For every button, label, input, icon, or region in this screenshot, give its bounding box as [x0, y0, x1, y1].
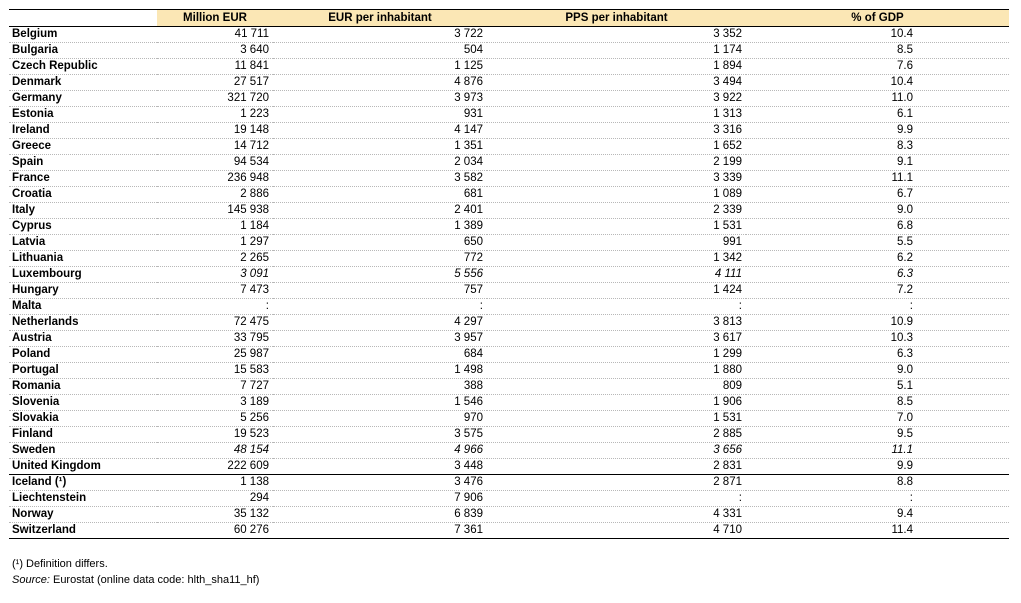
cell-pps-per-inhabitant: 1 531	[487, 219, 746, 235]
table-row	[9, 43, 1009, 59]
table-row	[9, 315, 1009, 331]
cell-eur-per-inhabitant: 681	[273, 187, 487, 203]
cell-pct-gdp: 9.5	[746, 427, 1009, 443]
header-million-eur: Million EUR	[157, 10, 273, 27]
cell-million-eur: 48 154	[157, 443, 273, 459]
table-row	[9, 475, 1009, 491]
cell-million-eur: 294	[157, 491, 273, 507]
cell-eur-per-inhabitant: 3 575	[273, 427, 487, 443]
cell-pps-per-inhabitant: 1 894	[487, 59, 746, 75]
cell-country: United Kingdom	[9, 459, 157, 475]
cell-country: Finland	[9, 427, 157, 443]
cell-country: Cyprus	[9, 219, 157, 235]
table-row	[9, 427, 1009, 443]
cell-pct-gdp: 6.8	[746, 219, 1009, 235]
table-row	[9, 235, 1009, 251]
cell-million-eur: 1 184	[157, 219, 273, 235]
cell-eur-per-inhabitant: 1 125	[273, 59, 487, 75]
source-label: Source:	[12, 574, 50, 586]
footnotes	[12, 556, 259, 588]
cell-pps-per-inhabitant: 991	[487, 235, 746, 251]
cell-million-eur: 1 223	[157, 107, 273, 123]
cell-pct-gdp: 10.9	[746, 315, 1009, 331]
cell-pct-gdp: 9.9	[746, 459, 1009, 475]
cell-pct-gdp: 7.6	[746, 59, 1009, 75]
cell-eur-per-inhabitant: 1 498	[273, 363, 487, 379]
cell-country: Liechtenstein	[9, 491, 157, 507]
table-body	[9, 27, 1009, 539]
table-row	[9, 155, 1009, 171]
table-row	[9, 171, 1009, 187]
cell-pct-gdp: 6.7	[746, 187, 1009, 203]
cell-eur-per-inhabitant: 3 722	[273, 27, 487, 43]
cell-pps-per-inhabitant: 4 331	[487, 507, 746, 523]
cell-million-eur: 1 138	[157, 475, 273, 491]
cell-million-eur: 5 256	[157, 411, 273, 427]
table-row	[9, 75, 1009, 91]
cell-pct-gdp: 7.2	[746, 283, 1009, 299]
cell-country: Denmark	[9, 75, 157, 91]
header-country	[9, 10, 157, 27]
source-note	[12, 572, 259, 588]
cell-million-eur: 19 148	[157, 123, 273, 139]
table-row	[9, 139, 1009, 155]
cell-million-eur: 41 711	[157, 27, 273, 43]
cell-pps-per-inhabitant: 1 652	[487, 139, 746, 155]
cell-country: Ireland	[9, 123, 157, 139]
cell-pct-gdp: 6.2	[746, 251, 1009, 267]
cell-million-eur: 236 948	[157, 171, 273, 187]
cell-eur-per-inhabitant: 4 297	[273, 315, 487, 331]
cell-eur-per-inhabitant: :	[273, 299, 487, 315]
cell-million-eur: 60 276	[157, 523, 273, 539]
cell-country: Portugal	[9, 363, 157, 379]
table-row	[9, 459, 1009, 475]
cell-pct-gdp: 9.9	[746, 123, 1009, 139]
cell-million-eur: 25 987	[157, 347, 273, 363]
cell-eur-per-inhabitant: 4 147	[273, 123, 487, 139]
cell-pps-per-inhabitant: 1 174	[487, 43, 746, 59]
cell-eur-per-inhabitant: 3 476	[273, 475, 487, 491]
cell-pct-gdp: 11.0	[746, 91, 1009, 107]
cell-pct-gdp: 6.1	[746, 107, 1009, 123]
cell-million-eur: 7 473	[157, 283, 273, 299]
cell-country: Croatia	[9, 187, 157, 203]
table-row	[9, 59, 1009, 75]
cell-country: Czech Republic	[9, 59, 157, 75]
table-row	[9, 27, 1009, 43]
cell-pps-per-inhabitant: 3 339	[487, 171, 746, 187]
cell-country: Lithuania	[9, 251, 157, 267]
cell-country: Italy	[9, 203, 157, 219]
cell-pps-per-inhabitant: 1 531	[487, 411, 746, 427]
cell-pct-gdp: 8.5	[746, 43, 1009, 59]
cell-pps-per-inhabitant: 1 906	[487, 395, 746, 411]
cell-pps-per-inhabitant: 4 710	[487, 523, 746, 539]
cell-pps-per-inhabitant: 1 299	[487, 347, 746, 363]
cell-eur-per-inhabitant: 1 389	[273, 219, 487, 235]
cell-pct-gdp: 8.5	[746, 395, 1009, 411]
cell-million-eur: 33 795	[157, 331, 273, 347]
cell-pct-gdp: 8.8	[746, 475, 1009, 491]
cell-country: Estonia	[9, 107, 157, 123]
cell-country: France	[9, 171, 157, 187]
table-row	[9, 251, 1009, 267]
cell-eur-per-inhabitant: 931	[273, 107, 487, 123]
cell-pct-gdp: 11.1	[746, 443, 1009, 459]
cell-eur-per-inhabitant: 388	[273, 379, 487, 395]
cell-million-eur: 2 265	[157, 251, 273, 267]
cell-million-eur: 7 727	[157, 379, 273, 395]
cell-million-eur: 11 841	[157, 59, 273, 75]
cell-country: Iceland (¹)	[9, 475, 157, 491]
health-expenditure-table	[9, 9, 1009, 539]
table-row	[9, 411, 1009, 427]
cell-pct-gdp: :	[746, 299, 1009, 315]
cell-eur-per-inhabitant: 3 957	[273, 331, 487, 347]
cell-pct-gdp: 9.1	[746, 155, 1009, 171]
cell-pps-per-inhabitant: 809	[487, 379, 746, 395]
cell-pct-gdp: 6.3	[746, 347, 1009, 363]
cell-eur-per-inhabitant: 2 034	[273, 155, 487, 171]
cell-pps-per-inhabitant: 2 339	[487, 203, 746, 219]
cell-pps-per-inhabitant: 2 831	[487, 459, 746, 475]
cell-country: Norway	[9, 507, 157, 523]
cell-country: Belgium	[9, 27, 157, 43]
cell-million-eur: 27 517	[157, 75, 273, 91]
cell-pct-gdp: 5.1	[746, 379, 1009, 395]
cell-pps-per-inhabitant: 1 342	[487, 251, 746, 267]
cell-million-eur: 72 475	[157, 315, 273, 331]
cell-million-eur: 3 189	[157, 395, 273, 411]
cell-pps-per-inhabitant: 1 424	[487, 283, 746, 299]
header-pct-gdp: % of GDP	[746, 10, 1009, 27]
table-row	[9, 107, 1009, 123]
cell-eur-per-inhabitant: 650	[273, 235, 487, 251]
cell-eur-per-inhabitant: 3 973	[273, 91, 487, 107]
table-row	[9, 331, 1009, 347]
table-row	[9, 283, 1009, 299]
header-eur-per-inhabitant: EUR per inhabitant	[273, 10, 487, 27]
cell-million-eur: 15 583	[157, 363, 273, 379]
cell-million-eur: 222 609	[157, 459, 273, 475]
table-row	[9, 299, 1009, 315]
cell-pct-gdp: 5.5	[746, 235, 1009, 251]
cell-eur-per-inhabitant: 3 582	[273, 171, 487, 187]
cell-eur-per-inhabitant: 3 448	[273, 459, 487, 475]
cell-pps-per-inhabitant: 2 871	[487, 475, 746, 491]
cell-pct-gdp: 9.4	[746, 507, 1009, 523]
cell-eur-per-inhabitant: 504	[273, 43, 487, 59]
cell-million-eur: :	[157, 299, 273, 315]
table-row	[9, 91, 1009, 107]
table-row	[9, 219, 1009, 235]
cell-country: Sweden	[9, 443, 157, 459]
cell-pct-gdp: 9.0	[746, 363, 1009, 379]
cell-country: Romania	[9, 379, 157, 395]
cell-pct-gdp: :	[746, 491, 1009, 507]
cell-pps-per-inhabitant: 3 813	[487, 315, 746, 331]
cell-country: Hungary	[9, 283, 157, 299]
cell-pct-gdp: 11.1	[746, 171, 1009, 187]
cell-pps-per-inhabitant: 1 313	[487, 107, 746, 123]
table-row	[9, 363, 1009, 379]
cell-million-eur: 35 132	[157, 507, 273, 523]
header-pps-per-inhabitant: PPS per inhabitant	[487, 10, 746, 27]
cell-eur-per-inhabitant: 4 966	[273, 443, 487, 459]
cell-million-eur: 321 720	[157, 91, 273, 107]
cell-million-eur: 3 091	[157, 267, 273, 283]
table-row	[9, 187, 1009, 203]
cell-eur-per-inhabitant: 1 546	[273, 395, 487, 411]
cell-country: Bulgaria	[9, 43, 157, 59]
cell-country: Malta	[9, 299, 157, 315]
cell-million-eur: 2 886	[157, 187, 273, 203]
cell-million-eur: 14 712	[157, 139, 273, 155]
cell-pps-per-inhabitant: 1 880	[487, 363, 746, 379]
cell-pct-gdp: 11.4	[746, 523, 1009, 539]
cell-pct-gdp: 8.3	[746, 139, 1009, 155]
cell-country: Germany	[9, 91, 157, 107]
cell-pps-per-inhabitant: 3 352	[487, 27, 746, 43]
cell-pps-per-inhabitant: 3 922	[487, 91, 746, 107]
table-row	[9, 523, 1009, 539]
cell-eur-per-inhabitant: 7 906	[273, 491, 487, 507]
cell-million-eur: 3 640	[157, 43, 273, 59]
cell-eur-per-inhabitant: 7 361	[273, 523, 487, 539]
cell-pps-per-inhabitant: 3 617	[487, 331, 746, 347]
cell-pct-gdp: 10.3	[746, 331, 1009, 347]
definition-note: (¹) Definition differs.	[12, 558, 108, 570]
cell-eur-per-inhabitant: 772	[273, 251, 487, 267]
cell-million-eur: 19 523	[157, 427, 273, 443]
cell-country: Slovenia	[9, 395, 157, 411]
cell-pps-per-inhabitant: 4 111	[487, 267, 746, 283]
cell-country: Slovakia	[9, 411, 157, 427]
cell-pps-per-inhabitant: :	[487, 299, 746, 315]
cell-country: Spain	[9, 155, 157, 171]
cell-pct-gdp: 7.0	[746, 411, 1009, 427]
cell-eur-per-inhabitant: 1 351	[273, 139, 487, 155]
cell-pct-gdp: 10.4	[746, 75, 1009, 91]
cell-pps-per-inhabitant: 3 316	[487, 123, 746, 139]
table-row	[9, 443, 1009, 459]
cell-country: Latvia	[9, 235, 157, 251]
cell-million-eur: 94 534	[157, 155, 273, 171]
table-row	[9, 203, 1009, 219]
table-row	[9, 507, 1009, 523]
table-row	[9, 347, 1009, 363]
cell-pps-per-inhabitant: 2 199	[487, 155, 746, 171]
table-row	[9, 395, 1009, 411]
cell-eur-per-inhabitant: 684	[273, 347, 487, 363]
cell-eur-per-inhabitant: 757	[273, 283, 487, 299]
cell-pct-gdp: 10.4	[746, 27, 1009, 43]
cell-eur-per-inhabitant: 6 839	[273, 507, 487, 523]
cell-country: Austria	[9, 331, 157, 347]
cell-country: Netherlands	[9, 315, 157, 331]
cell-million-eur: 1 297	[157, 235, 273, 251]
cell-pps-per-inhabitant: 1 089	[487, 187, 746, 203]
cell-eur-per-inhabitant: 4 876	[273, 75, 487, 91]
table-row	[9, 379, 1009, 395]
cell-eur-per-inhabitant: 5 556	[273, 267, 487, 283]
cell-million-eur: 145 938	[157, 203, 273, 219]
source-text: Eurostat (online data code: hlth_sha11_hf)	[49, 574, 260, 586]
table-row	[9, 123, 1009, 139]
table-row	[9, 491, 1009, 507]
cell-pps-per-inhabitant: 3 656	[487, 443, 746, 459]
cell-pps-per-inhabitant: 3 494	[487, 75, 746, 91]
table-header-row	[9, 10, 1009, 27]
cell-country: Greece	[9, 139, 157, 155]
cell-eur-per-inhabitant: 970	[273, 411, 487, 427]
cell-pct-gdp: 6.3	[746, 267, 1009, 283]
cell-pct-gdp: 9.0	[746, 203, 1009, 219]
cell-country: Switzerland	[9, 523, 157, 539]
cell-eur-per-inhabitant: 2 401	[273, 203, 487, 219]
cell-pps-per-inhabitant: 2 885	[487, 427, 746, 443]
cell-country: Luxembourg	[9, 267, 157, 283]
cell-pps-per-inhabitant: :	[487, 491, 746, 507]
cell-country: Poland	[9, 347, 157, 363]
table-row	[9, 267, 1009, 283]
